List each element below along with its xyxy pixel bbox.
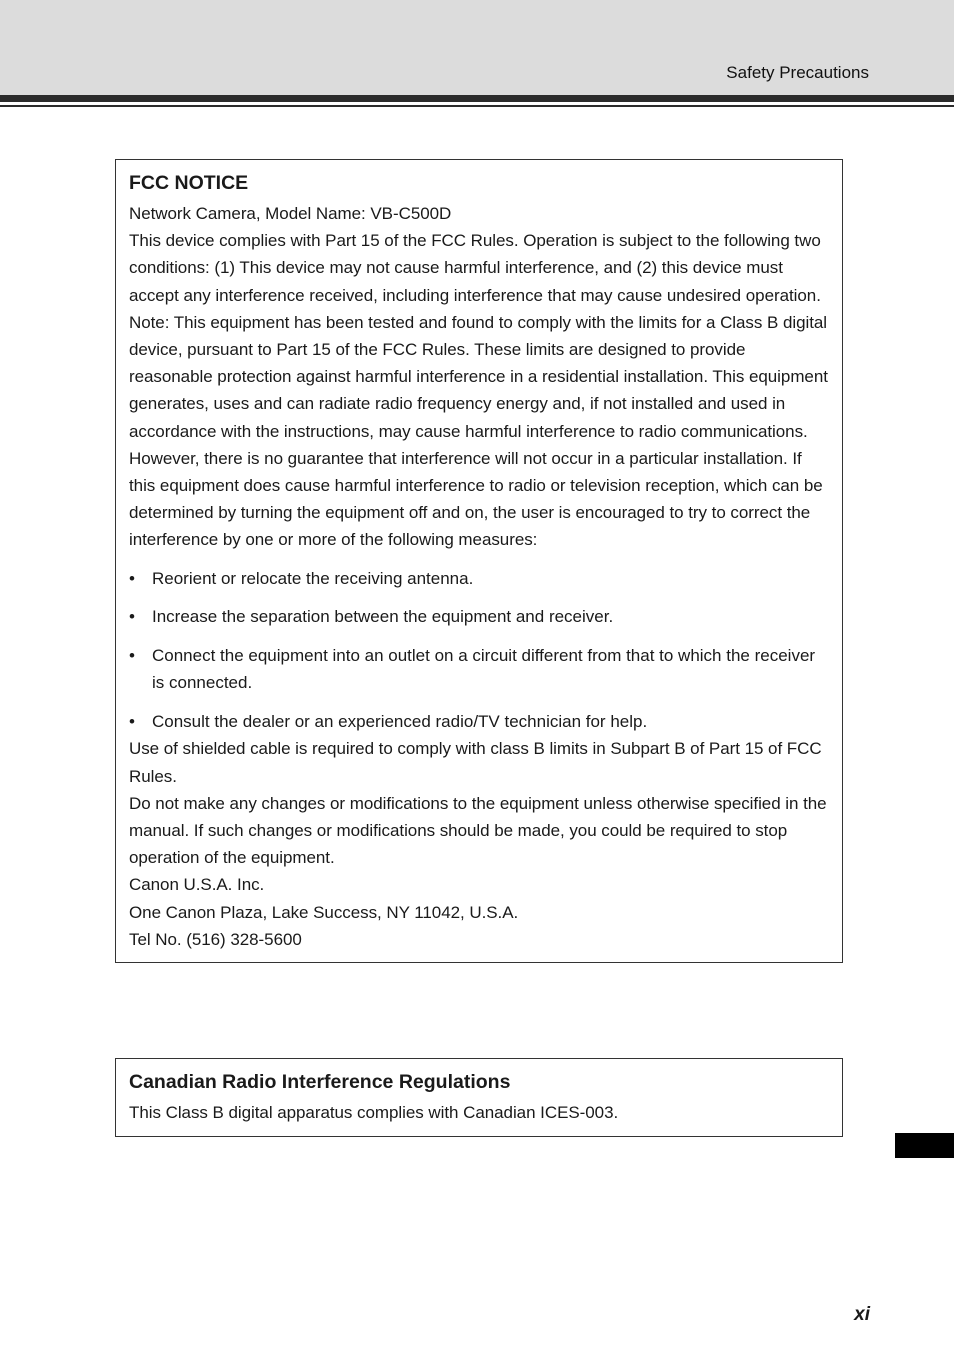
list-item bbox=[129, 708, 829, 735]
bullet-icon: • bbox=[129, 607, 135, 627]
header-rule-thick bbox=[0, 95, 954, 102]
fcc-company-phone: Tel No. (516) 328-5600 bbox=[129, 929, 302, 949]
fcc-notice-box bbox=[115, 159, 843, 963]
fcc-notice-title: FCC NOTICE bbox=[129, 172, 249, 194]
fcc-company-address: One Canon Plaza, Lake Success, NY 11042, U.S.A. bbox=[129, 902, 519, 922]
measure-text: Consult the dealer or an experienced radio/TV technician for help. bbox=[152, 712, 648, 732]
list-item bbox=[129, 603, 829, 630]
header-band bbox=[0, 0, 954, 95]
fcc-measures-list bbox=[129, 565, 829, 736]
measure-text: Connect the equipment into an outlet on a circuit different from that to which the receiver is connected. bbox=[152, 646, 816, 693]
measure-text: Increase the separation between the equipment and receiver. bbox=[152, 607, 614, 627]
section-title: Safety Precautions bbox=[726, 63, 869, 82]
fcc-company-name: Canon U.S.A. Inc. bbox=[129, 875, 265, 895]
canadian-notice-box bbox=[115, 1058, 843, 1137]
list-item bbox=[129, 642, 829, 696]
fcc-note-paragraph: Note: This equipment has been tested and found to comply with the limits for a Class B digital device, pursuant to Part 15 of the FCC Rules. These limits are designed to provide reasonable protection against harmful interference in a residential installation. This equipment generates, uses and can radiate radio frequency energy and, if not installed and used in accordance with the instructions, may cause harmful interference to radio communications. bbox=[129, 312, 828, 441]
list-item bbox=[129, 565, 829, 592]
fcc-guarantee-paragraph: However, there is no guarantee that interference will not occur in a particular installation. If this equipment does cause harmful interference to radio or television reception, which can be determined by turning the equipment off and on, the user is encouraged to try to correct the interference by one or more of the following measures: bbox=[129, 448, 823, 550]
fcc-modifications-paragraph: Do not make any changes or modifications to the equipment unless otherwise specified in the manual. If such changes or modifications should be made, you could be required to stop operation of the equipment. bbox=[129, 793, 827, 868]
fcc-compliance-paragraph: This device complies with Part 15 of the FCC Rules. Operation is subject to the following two conditions: (1) This device may not cause harmful interference, and (2) this device must accept any interference received, including interference that may cause undesired operation. bbox=[129, 231, 821, 305]
bullet-icon: • bbox=[129, 712, 135, 732]
header-rule-thin bbox=[0, 105, 954, 107]
fcc-shielded-cable-paragraph: Use of shielded cable is required to comply with class B limits in Subpart B of Part 15 of FCC Rules. bbox=[129, 739, 822, 786]
fcc-model-line: Network Camera, Model Name: VB-C500D bbox=[129, 204, 452, 223]
measure-text: Reorient or relocate the receiving antenna. bbox=[152, 568, 474, 588]
chapter-tab-marker bbox=[895, 1133, 954, 1158]
canadian-notice-text: This Class B digital apparatus complies with Canadian ICES-003. bbox=[129, 1103, 619, 1122]
bullet-icon: • bbox=[129, 646, 135, 666]
bullet-icon: • bbox=[129, 568, 135, 588]
canadian-notice-title: Canadian Radio Interference Regulations bbox=[129, 1071, 511, 1093]
page-number: xi bbox=[854, 1304, 870, 1325]
